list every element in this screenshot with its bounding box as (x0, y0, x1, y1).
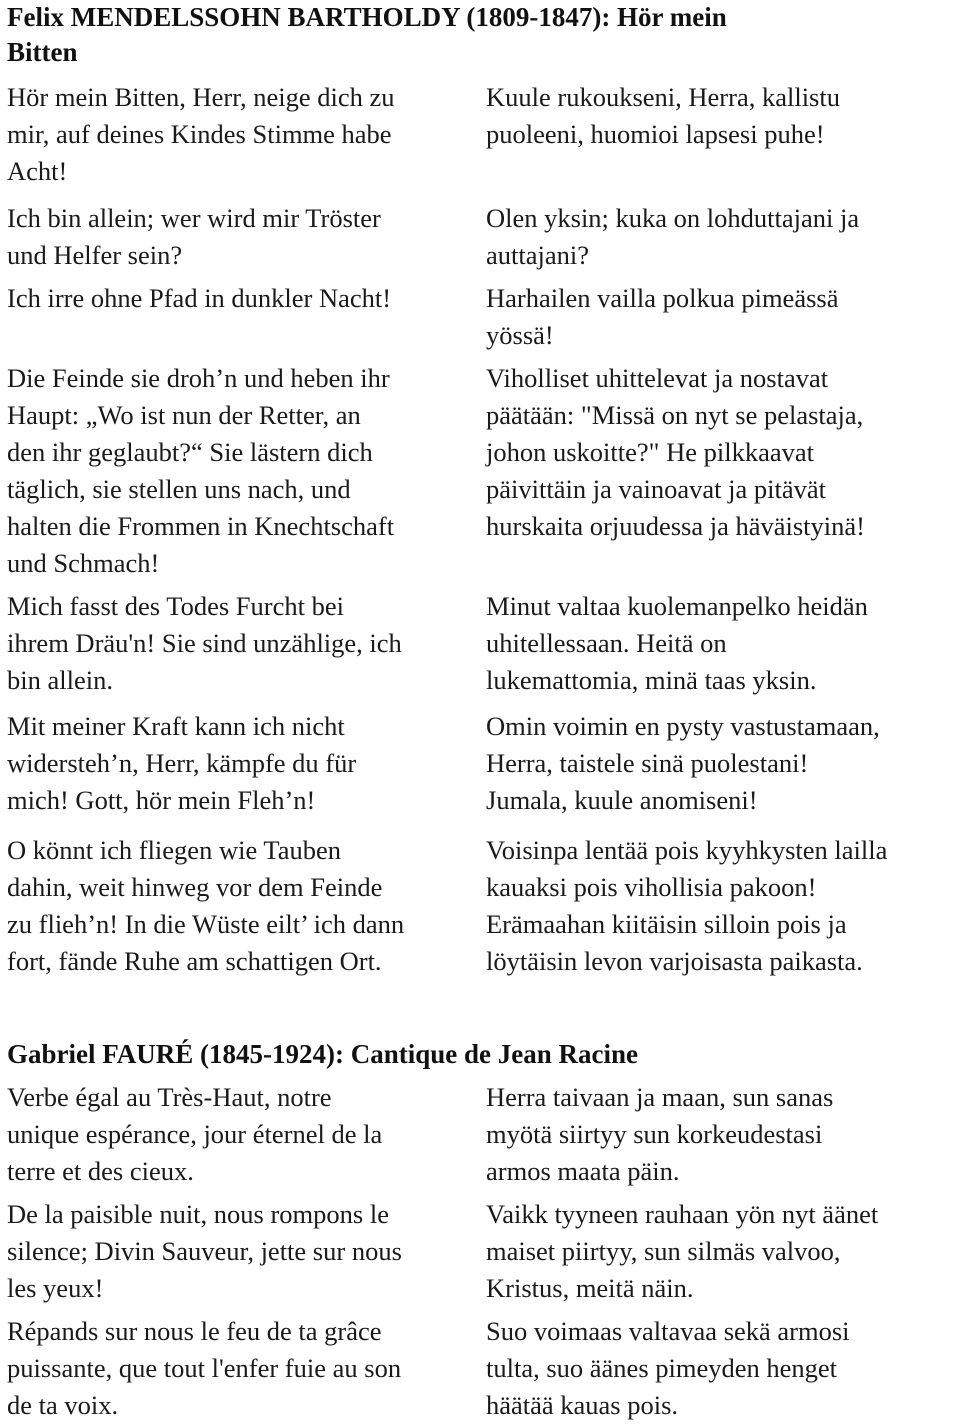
finnish-stanza (486, 832, 887, 980)
verse-line: fort, fände Ruhe am schattigen Ort. (7, 946, 382, 976)
verse-line: bin allein. (7, 665, 113, 695)
verse-line: Ich irre ohne Pfad in dunkler Nacht! (7, 283, 392, 313)
finnish-stanza (486, 200, 859, 274)
finnish-stanza (486, 360, 865, 545)
finnish-stanza (486, 79, 840, 153)
finnish-stanza (486, 588, 868, 699)
french-stanza (7, 1079, 382, 1190)
verse-line: zu flieh’n! In die Wüste eilt’ ich dann (7, 909, 405, 939)
french-stanza (7, 1196, 402, 1307)
verse-line: und Helfer sein? (7, 240, 183, 270)
verse-line: tulta, suo äänes pimeyden henget (486, 1353, 838, 1383)
verse-line: les yeux! (7, 1273, 104, 1303)
verse-line: Acht! (7, 156, 68, 186)
verse-line: mir, auf deines Kindes Stimme habe (7, 119, 392, 149)
finnish-stanza (486, 1196, 878, 1307)
finnish-stanza (486, 280, 838, 354)
heading-line: Felix MENDELSSOHN BARTHOLDY (1809-1847): Hör mein (7, 2, 727, 32)
verse-line: silence; Divin Sauveur, jette sur nous (7, 1236, 402, 1266)
verse-line: Kristus, meitä näin. (486, 1273, 694, 1303)
verse-line: häätää kauas pois. (486, 1390, 679, 1420)
verse-line: ihrem Dräu'n! Sie sind unzählige, ich (7, 628, 402, 658)
german-stanza (7, 588, 402, 699)
verse-line: uhitellessaan. Heitä on (486, 628, 727, 658)
verse-line: Viholliset uhittelevat ja nostavat (486, 363, 829, 393)
verse-line: päivittäin ja vainoavat ja pitävät (486, 474, 826, 504)
verse-line: und Schmach! (7, 548, 160, 578)
verse-line: Suo voimaas valtavaa sekä armosi (486, 1316, 850, 1346)
verse-line: unique espérance, jour éternel de la (7, 1119, 383, 1149)
section-heading-mendelssohn (7, 0, 907, 70)
german-stanza (7, 200, 381, 274)
verse-line: O könnt ich fliegen wie Tauben (7, 835, 341, 865)
verse-line: terre et des cieux. (7, 1156, 194, 1186)
verse-line: myötä siirtyy sun korkeudestasi (486, 1119, 823, 1149)
verse-line: den ihr geglaubt?“ Sie lästern dich (7, 437, 373, 467)
verse-line: Omin voimin en pysty vastustamaan, (486, 711, 880, 741)
verse-line: De la paisible nuit, nous rompons le (7, 1199, 389, 1229)
finnish-stanza (486, 708, 880, 819)
verse-line: Olen yksin; kuka on lohduttajani ja (486, 203, 860, 233)
verse-line: Jumala, kuule anomiseni! (486, 785, 758, 815)
verse-line: widersteh’n, Herr, kämpfe du für (7, 748, 357, 778)
verse-line: Die Feinde sie droh’n und heben ihr (7, 363, 390, 393)
finnish-stanza (486, 1079, 833, 1190)
verse-line: Minut valtaa kuolemanpelko heidän (486, 591, 868, 621)
german-stanza (7, 280, 391, 317)
verse-line: hurskaita orjuudessa ja häväistyinä! (486, 511, 865, 541)
french-stanza (7, 1313, 401, 1424)
heading-line: Bitten (7, 37, 78, 67)
verse-line: de ta voix. (7, 1390, 119, 1420)
verse-line: täglich, sie stellen uns nach, und (7, 474, 351, 504)
verse-line: Mich fasst des Todes Furcht bei (7, 591, 344, 621)
verse-line: Haupt: „Wo ist nun der Retter, an (7, 400, 361, 430)
verse-line: Ich bin allein; wer wird mir Tröster (7, 203, 381, 233)
verse-line: Hör mein Bitten, Herr, neige dich zu (7, 82, 395, 112)
verse-line: maiset piirtyy, sun silmäs valvoo, (486, 1236, 841, 1266)
verse-line: Mit meiner Kraft kann ich nicht (7, 711, 345, 741)
verse-line: mich! Gott, hör mein Fleh’n! (7, 785, 316, 815)
verse-line: Herra taivaan ja maan, sun sanas (486, 1082, 834, 1112)
verse-line: johon uskoitte?" He pilkkaavat (486, 437, 815, 467)
verse-line: lukemattomia, minä taas yksin. (486, 665, 817, 695)
german-stanza (7, 79, 395, 190)
verse-line: halten die Frommen in Knechtschaft (7, 511, 395, 541)
verse-line: Harhailen vailla polkua pimeässä (486, 283, 839, 313)
verse-line: Voisinpa lentää pois kyyhkysten lailla (486, 835, 888, 865)
verse-line: puissante, que tout l'enfer fuie au son (7, 1353, 402, 1383)
verse-line: dahin, weit hinweg vor dem Feinde (7, 872, 383, 902)
verse-line: löytäisin levon varjoisasta paikasta. (486, 946, 863, 976)
verse-line: Verbe égal au Très-Haut, notre (7, 1082, 332, 1112)
verse-line: puoleeni, huomioi lapsesi puhe! (486, 119, 825, 149)
section-heading-faure: Gabriel FAURÉ (1845-1924): Cantique de Jean Racine (7, 1039, 638, 1069)
verse-line: Vaikk tyyneen rauhaan yön nyt äänet (486, 1199, 879, 1229)
verse-line: Erämaahan kiitäisin silloin pois ja (486, 909, 847, 939)
verse-line: auttajani? (486, 240, 589, 270)
verse-line: päätään: "Missä on nyt se pelastaja, (486, 400, 864, 430)
verse-line: yössä! (486, 320, 554, 350)
german-stanza (7, 708, 356, 819)
verse-line: kauaksi pois vihollisia pakoon! (486, 872, 817, 902)
verse-line: Kuule rukoukseni, Herra, kallistu (486, 82, 840, 112)
verse-line: Répands sur nous le feu de ta grâce (7, 1316, 382, 1346)
finnish-stanza (486, 1313, 850, 1424)
verse-line: armos maata päin. (486, 1156, 680, 1186)
german-stanza (7, 832, 404, 980)
german-stanza (7, 360, 394, 582)
verse-line: Herra, taistele sinä puolestani! (486, 748, 809, 778)
